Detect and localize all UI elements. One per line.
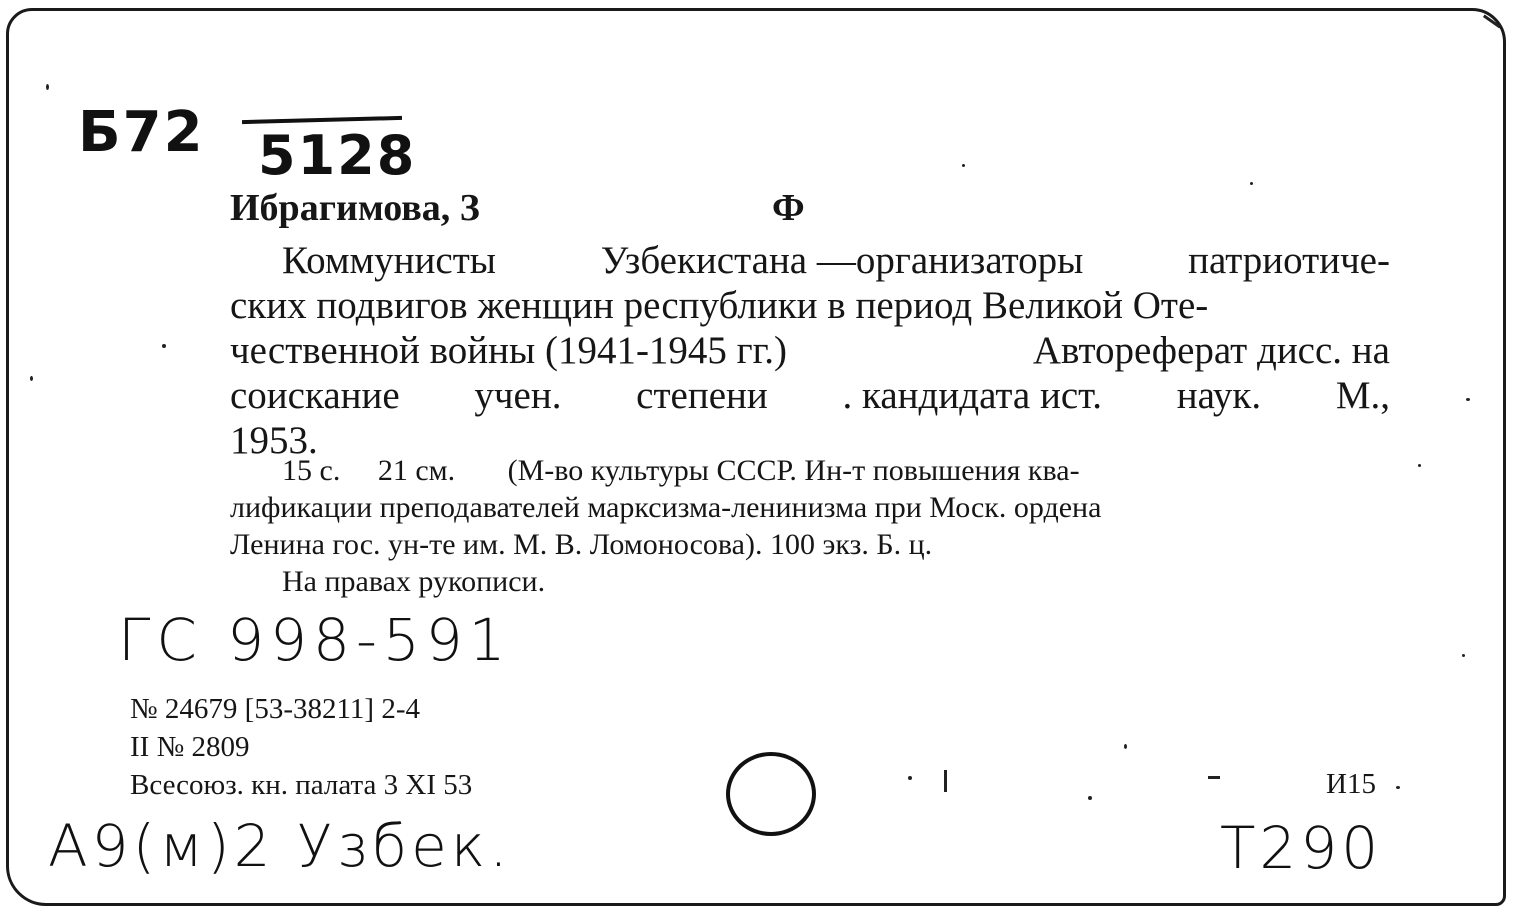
paper-speck (1124, 744, 1127, 749)
paper-speck (1088, 796, 1092, 800)
title-line-4 (230, 373, 1390, 418)
title-line-3-part: чественной войны (1941-1945 гг.) (230, 329, 788, 372)
title-line-1 (230, 238, 1390, 283)
paper-speck (162, 344, 166, 348)
handwritten-catalog-number: ГС 998-591 (118, 606, 512, 674)
title-line-2: ских подвигов женщин республики в период Великой Оте- (230, 284, 1209, 327)
title-line-3-part: Автореферат дисс. на (1032, 329, 1390, 372)
paper-speck (1462, 654, 1465, 657)
title-line-4-word: . кандидата ист. (842, 374, 1102, 417)
title-line-1-word: Коммунисты (282, 239, 496, 282)
title-line-4-word: степени (636, 374, 768, 417)
paper-speck (1418, 464, 1421, 467)
title-line-4-word: учен. (474, 374, 562, 417)
registry-number-line: № 24679 [53-38211] 2-4 (130, 693, 420, 725)
title-block (230, 238, 1390, 463)
paper-speck (1396, 786, 1400, 789)
physical-line-3: Ленина гос. ун-те им. М. В. Ломоносова). 100 экз. Б. ц. (230, 528, 933, 561)
ink-mark (944, 770, 947, 792)
paper-speck (30, 376, 33, 381)
shelf-mark-number: 5128 (258, 124, 417, 187)
title-line-1-word: патриотиче- (1188, 239, 1390, 282)
registry-series-line: II № 2809 (130, 731, 250, 763)
paper-speck (1466, 398, 1470, 401)
paper-speck (962, 164, 965, 167)
paper-speck (46, 84, 49, 90)
paper-speck (1250, 182, 1253, 185)
classification-mark: А9(м)2 Узбек. (48, 812, 512, 880)
physical-line-4: На правах рукописи. (282, 565, 546, 598)
author-patronymic-initial: Ф (772, 187, 805, 229)
physical-line-2: лификации преподавателей марксизма-ленинизма при Моск. ордена (230, 491, 1102, 524)
title-line-3 (230, 328, 1390, 373)
paper-speck (908, 776, 912, 780)
title-line-1-word: Узбекистана —организаторы (600, 239, 1084, 282)
handwritten-t-number: Т290 (1220, 814, 1383, 882)
index-code: И15 (1326, 768, 1376, 800)
title-line-4-word: М., (1335, 374, 1390, 417)
shelf-mark-prefix: Б72 (78, 100, 205, 165)
title-line-5: 1953. (230, 419, 318, 462)
title-line-4-word: соискание (230, 374, 400, 417)
title-line-4-word: наук. (1176, 374, 1262, 417)
ink-mark (1208, 776, 1220, 779)
physical-description (230, 452, 1390, 600)
card-punch-hole (726, 752, 816, 836)
author-name: Ибрагимова, З (230, 187, 480, 229)
physical-line-1: 15 с. 21 см. (М-во культуры СССР. Ин-т повышения ква- (282, 454, 1080, 487)
registry-chamber-line: Всесоюз. кн. палата 3 XI 53 (130, 769, 473, 801)
